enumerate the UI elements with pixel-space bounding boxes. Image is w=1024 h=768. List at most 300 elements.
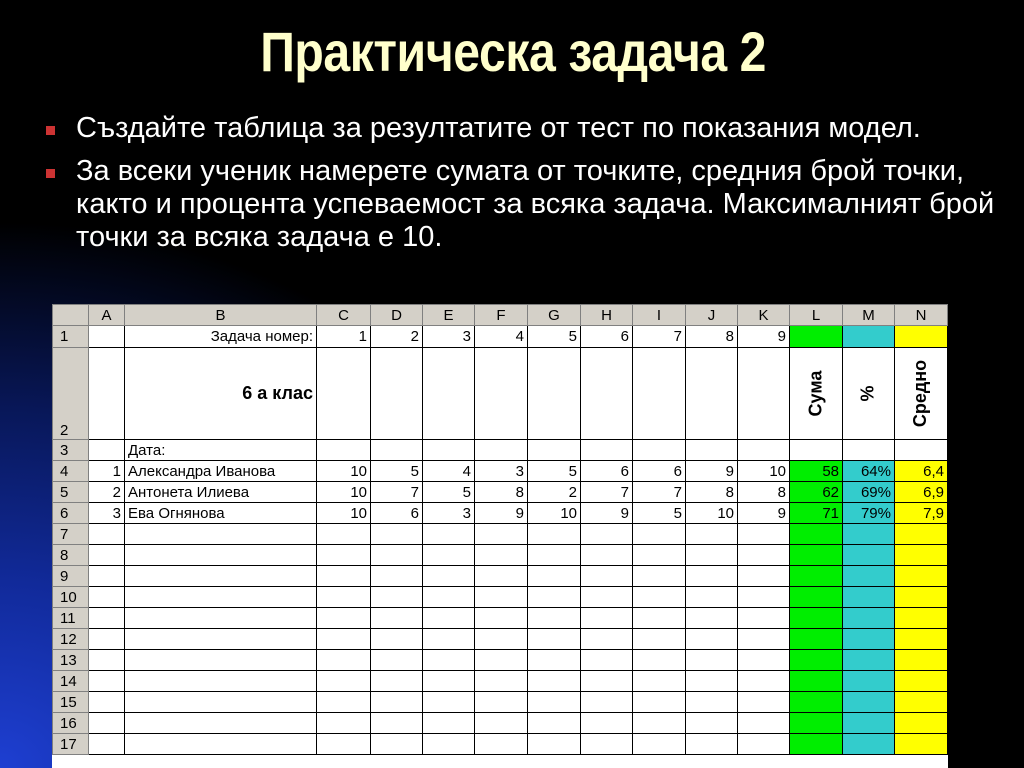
sum-cell[interactable]: 71 bbox=[790, 503, 843, 524]
rotated-label-wrap bbox=[790, 348, 842, 439]
cell[interactable] bbox=[686, 524, 738, 545]
task-number-label[interactable]: Задача номер: bbox=[125, 326, 317, 348]
average-cell[interactable]: 6,4 bbox=[895, 461, 948, 482]
score-cell[interactable]: 10 bbox=[738, 461, 790, 482]
student-row bbox=[53, 482, 948, 503]
cell[interactable] bbox=[423, 734, 475, 755]
row-header[interactable]: 1 bbox=[53, 326, 89, 348]
cell[interactable] bbox=[89, 629, 125, 650]
cell[interactable] bbox=[317, 524, 371, 545]
cell[interactable] bbox=[686, 629, 738, 650]
score-cell[interactable]: 10 bbox=[317, 503, 371, 524]
cell[interactable] bbox=[790, 692, 843, 713]
cell[interactable] bbox=[125, 608, 317, 629]
row-header[interactable]: 16 bbox=[53, 713, 89, 734]
cell[interactable] bbox=[125, 734, 317, 755]
cell[interactable] bbox=[125, 629, 317, 650]
sheet-row bbox=[53, 671, 948, 692]
student-row bbox=[53, 503, 948, 524]
sheet-row bbox=[53, 326, 948, 348]
cell[interactable] bbox=[738, 608, 790, 629]
cell[interactable] bbox=[125, 566, 317, 587]
cell[interactable] bbox=[581, 650, 633, 671]
cell[interactable] bbox=[895, 713, 948, 734]
cell[interactable] bbox=[686, 671, 738, 692]
cell[interactable] bbox=[738, 524, 790, 545]
cell[interactable] bbox=[475, 734, 528, 755]
cell[interactable] bbox=[581, 545, 633, 566]
cell[interactable] bbox=[895, 440, 948, 461]
cell[interactable] bbox=[423, 440, 475, 461]
score-cell[interactable]: 3 bbox=[475, 461, 528, 482]
score-cell[interactable]: 5 bbox=[423, 482, 475, 503]
cell[interactable] bbox=[843, 692, 895, 713]
cell[interactable] bbox=[633, 692, 686, 713]
column-header[interactable]: N bbox=[895, 305, 948, 326]
cell[interactable] bbox=[581, 734, 633, 755]
column-header[interactable]: G bbox=[528, 305, 581, 326]
cell[interactable] bbox=[790, 326, 843, 348]
cell[interactable] bbox=[125, 671, 317, 692]
cell[interactable] bbox=[633, 545, 686, 566]
column-header[interactable]: J bbox=[686, 305, 738, 326]
cell[interactable] bbox=[528, 671, 581, 692]
cell[interactable] bbox=[317, 713, 371, 734]
cell[interactable] bbox=[738, 734, 790, 755]
cell[interactable] bbox=[686, 545, 738, 566]
cell[interactable] bbox=[475, 650, 528, 671]
row-header[interactable]: 8 bbox=[53, 545, 89, 566]
cell[interactable] bbox=[371, 671, 423, 692]
cell[interactable] bbox=[790, 587, 843, 608]
cell[interactable] bbox=[371, 348, 423, 440]
cell[interactable] bbox=[475, 566, 528, 587]
sheet-row bbox=[53, 713, 948, 734]
cell[interactable] bbox=[686, 587, 738, 608]
percent-header-cell[interactable] bbox=[843, 348, 895, 440]
sheet-row bbox=[53, 734, 948, 755]
bullet-item bbox=[40, 112, 1000, 145]
cell[interactable] bbox=[371, 608, 423, 629]
row-header[interactable]: 2 bbox=[53, 348, 89, 440]
cell[interactable] bbox=[895, 650, 948, 671]
cell[interactable] bbox=[371, 650, 423, 671]
cell[interactable] bbox=[738, 671, 790, 692]
cell[interactable] bbox=[843, 650, 895, 671]
sum-header-cell[interactable] bbox=[790, 348, 843, 440]
cell[interactable] bbox=[317, 608, 371, 629]
cell[interactable] bbox=[89, 545, 125, 566]
cell[interactable] bbox=[528, 629, 581, 650]
task-number-cell[interactable]: 8 bbox=[686, 326, 738, 348]
column-header[interactable]: B bbox=[125, 305, 317, 326]
cell[interactable] bbox=[633, 566, 686, 587]
sheet-row bbox=[53, 608, 948, 629]
cell[interactable] bbox=[686, 692, 738, 713]
cell[interactable] bbox=[633, 440, 686, 461]
cell[interactable] bbox=[738, 587, 790, 608]
cell[interactable] bbox=[738, 713, 790, 734]
cell[interactable] bbox=[633, 524, 686, 545]
score-cell[interactable]: 5 bbox=[633, 503, 686, 524]
cell[interactable] bbox=[528, 587, 581, 608]
sum-cell[interactable]: 62 bbox=[790, 482, 843, 503]
cell[interactable] bbox=[528, 524, 581, 545]
cell[interactable] bbox=[843, 713, 895, 734]
row-header[interactable]: 11 bbox=[53, 608, 89, 629]
cell[interactable] bbox=[843, 734, 895, 755]
sheet-row bbox=[53, 440, 948, 461]
column-header[interactable]: F bbox=[475, 305, 528, 326]
cell[interactable] bbox=[528, 566, 581, 587]
cell[interactable] bbox=[89, 734, 125, 755]
cell[interactable] bbox=[581, 348, 633, 440]
cell[interactable] bbox=[371, 629, 423, 650]
cell[interactable] bbox=[528, 734, 581, 755]
cell[interactable] bbox=[895, 326, 948, 348]
bullet-item bbox=[40, 155, 1000, 254]
rotated-header-text: % bbox=[857, 385, 878, 402]
cell[interactable] bbox=[317, 734, 371, 755]
score-cell[interactable]: 7 bbox=[371, 482, 423, 503]
cell[interactable] bbox=[528, 713, 581, 734]
cell[interactable] bbox=[843, 440, 895, 461]
cell[interactable] bbox=[790, 566, 843, 587]
row-header[interactable]: 6 bbox=[53, 503, 89, 524]
cell[interactable] bbox=[686, 734, 738, 755]
cell[interactable] bbox=[738, 348, 790, 440]
cell[interactable] bbox=[89, 671, 125, 692]
percent-cell[interactable]: 79% bbox=[843, 503, 895, 524]
score-cell[interactable]: 8 bbox=[686, 482, 738, 503]
cell[interactable] bbox=[89, 587, 125, 608]
cell[interactable] bbox=[475, 713, 528, 734]
cell[interactable] bbox=[423, 348, 475, 440]
sheet-row bbox=[53, 650, 948, 671]
class-label-cell[interactable]: 6 а клас bbox=[125, 348, 317, 440]
cell[interactable] bbox=[89, 326, 125, 348]
column-header[interactable]: M bbox=[843, 305, 895, 326]
cell[interactable] bbox=[633, 734, 686, 755]
average-cell[interactable]: 7,9 bbox=[895, 503, 948, 524]
score-cell[interactable]: 6 bbox=[633, 461, 686, 482]
cell[interactable] bbox=[738, 440, 790, 461]
cell[interactable] bbox=[317, 650, 371, 671]
cell[interactable] bbox=[895, 692, 948, 713]
bullet-text: Създайте таблица за резултатите от тест по показания модел. bbox=[76, 112, 921, 144]
cell[interactable] bbox=[843, 587, 895, 608]
cell[interactable] bbox=[371, 587, 423, 608]
cell[interactable] bbox=[581, 566, 633, 587]
task-number-cell[interactable]: 2 bbox=[371, 326, 423, 348]
row-header[interactable]: 3 bbox=[53, 440, 89, 461]
cell[interactable] bbox=[475, 671, 528, 692]
cell[interactable] bbox=[423, 608, 475, 629]
cell[interactable] bbox=[475, 440, 528, 461]
cell[interactable] bbox=[125, 713, 317, 734]
percent-cell[interactable]: 69% bbox=[843, 482, 895, 503]
cell[interactable] bbox=[371, 545, 423, 566]
cell[interactable] bbox=[475, 587, 528, 608]
cell[interactable] bbox=[475, 348, 528, 440]
cell[interactable] bbox=[89, 566, 125, 587]
score-cell[interactable]: 10 bbox=[686, 503, 738, 524]
row-header[interactable]: 7 bbox=[53, 524, 89, 545]
score-cell[interactable]: 6 bbox=[371, 503, 423, 524]
cell[interactable] bbox=[423, 629, 475, 650]
cell[interactable] bbox=[423, 587, 475, 608]
cell[interactable] bbox=[475, 608, 528, 629]
student-name-cell[interactable]: Александра Иванова bbox=[125, 461, 317, 482]
row-header[interactable]: 13 bbox=[53, 650, 89, 671]
cell[interactable] bbox=[581, 692, 633, 713]
cell[interactable] bbox=[581, 608, 633, 629]
cell[interactable] bbox=[528, 650, 581, 671]
cell[interactable] bbox=[843, 671, 895, 692]
column-header[interactable] bbox=[53, 305, 89, 326]
cell[interactable] bbox=[371, 734, 423, 755]
cell[interactable] bbox=[89, 524, 125, 545]
spreadsheet bbox=[52, 304, 948, 768]
score-cell[interactable]: 9 bbox=[686, 461, 738, 482]
score-cell[interactable]: 6 bbox=[581, 461, 633, 482]
cell[interactable] bbox=[475, 629, 528, 650]
rotated-header-text: Средно bbox=[910, 359, 931, 428]
row-header[interactable]: 9 bbox=[53, 566, 89, 587]
score-cell[interactable]: 7 bbox=[581, 482, 633, 503]
score-cell[interactable]: 4 bbox=[423, 461, 475, 482]
row-header[interactable]: 5 bbox=[53, 482, 89, 503]
cell[interactable] bbox=[423, 545, 475, 566]
student-row bbox=[53, 461, 948, 482]
rotated-header-text: Сума bbox=[805, 370, 826, 417]
cell[interactable] bbox=[475, 524, 528, 545]
cell[interactable] bbox=[895, 629, 948, 650]
cell[interactable] bbox=[528, 692, 581, 713]
cell[interactable] bbox=[633, 650, 686, 671]
cell[interactable] bbox=[843, 629, 895, 650]
cell[interactable] bbox=[317, 692, 371, 713]
cell[interactable] bbox=[371, 692, 423, 713]
average-cell[interactable]: 6,9 bbox=[895, 482, 948, 503]
cell[interactable] bbox=[895, 524, 948, 545]
bullet-text: За всеки ученик намерете сумата от точките, средния брой точки, както и процента успеваемост за всяка задача. Максималният брой точки за всяка задача е 10. bbox=[76, 155, 995, 253]
sheet-row bbox=[53, 566, 948, 587]
score-cell[interactable]: 10 bbox=[528, 503, 581, 524]
cell[interactable] bbox=[738, 692, 790, 713]
percent-cell[interactable]: 64% bbox=[843, 461, 895, 482]
sheet-row bbox=[53, 692, 948, 713]
cell[interactable] bbox=[843, 566, 895, 587]
cell[interactable] bbox=[895, 587, 948, 608]
cell[interactable] bbox=[317, 629, 371, 650]
cell[interactable] bbox=[581, 629, 633, 650]
column-header-row bbox=[53, 305, 948, 326]
cell[interactable] bbox=[89, 650, 125, 671]
row-header[interactable]: 14 bbox=[53, 671, 89, 692]
column-header[interactable]: H bbox=[581, 305, 633, 326]
cell[interactable] bbox=[475, 692, 528, 713]
bullet-list bbox=[40, 112, 1000, 264]
cell[interactable] bbox=[317, 440, 371, 461]
cell[interactable] bbox=[371, 440, 423, 461]
column-header[interactable]: K bbox=[738, 305, 790, 326]
student-number-cell[interactable]: 2 bbox=[89, 482, 125, 503]
cell[interactable] bbox=[528, 545, 581, 566]
sheet-row bbox=[53, 348, 948, 440]
cell[interactable] bbox=[843, 608, 895, 629]
cell[interactable] bbox=[738, 566, 790, 587]
cell[interactable] bbox=[581, 524, 633, 545]
cell[interactable] bbox=[738, 629, 790, 650]
cell[interactable] bbox=[125, 524, 317, 545]
student-name-cell[interactable]: Антонета Илиева bbox=[125, 482, 317, 503]
cell[interactable] bbox=[317, 348, 371, 440]
sheet-row bbox=[53, 524, 948, 545]
cell[interactable] bbox=[738, 545, 790, 566]
row-header[interactable]: 12 bbox=[53, 629, 89, 650]
column-header[interactable]: A bbox=[89, 305, 125, 326]
row-header[interactable]: 15 bbox=[53, 692, 89, 713]
cell[interactable] bbox=[89, 692, 125, 713]
cell[interactable] bbox=[317, 545, 371, 566]
cell[interactable] bbox=[895, 608, 948, 629]
cell[interactable] bbox=[790, 650, 843, 671]
cell[interactable] bbox=[686, 348, 738, 440]
cell[interactable] bbox=[686, 566, 738, 587]
student-number-cell[interactable]: 1 bbox=[89, 461, 125, 482]
cell[interactable] bbox=[125, 545, 317, 566]
cell[interactable] bbox=[895, 734, 948, 755]
cell[interactable] bbox=[423, 650, 475, 671]
cell[interactable] bbox=[633, 629, 686, 650]
cell[interactable] bbox=[371, 566, 423, 587]
cell[interactable] bbox=[581, 587, 633, 608]
score-cell[interactable]: 10 bbox=[317, 461, 371, 482]
bullet-square-icon bbox=[46, 169, 55, 178]
cell[interactable] bbox=[790, 671, 843, 692]
cell[interactable] bbox=[423, 692, 475, 713]
score-cell[interactable]: 5 bbox=[371, 461, 423, 482]
cell[interactable] bbox=[895, 566, 948, 587]
cell[interactable] bbox=[895, 545, 948, 566]
cell[interactable] bbox=[633, 671, 686, 692]
cell[interactable] bbox=[89, 348, 125, 440]
column-header[interactable]: D bbox=[371, 305, 423, 326]
cell[interactable] bbox=[317, 566, 371, 587]
cell[interactable] bbox=[581, 713, 633, 734]
score-cell[interactable]: 7 bbox=[633, 482, 686, 503]
cell[interactable] bbox=[843, 326, 895, 348]
row-header[interactable]: 17 bbox=[53, 734, 89, 755]
row-header[interactable]: 4 bbox=[53, 461, 89, 482]
average-header-cell[interactable] bbox=[895, 348, 948, 440]
cell[interactable] bbox=[633, 713, 686, 734]
score-cell[interactable]: 3 bbox=[423, 503, 475, 524]
cell[interactable] bbox=[89, 608, 125, 629]
cell[interactable] bbox=[89, 713, 125, 734]
column-header[interactable]: E bbox=[423, 305, 475, 326]
score-cell[interactable]: 2 bbox=[528, 482, 581, 503]
score-cell[interactable]: 8 bbox=[738, 482, 790, 503]
cell[interactable] bbox=[686, 650, 738, 671]
score-cell[interactable]: 9 bbox=[475, 503, 528, 524]
cell[interactable] bbox=[686, 713, 738, 734]
cell[interactable] bbox=[790, 629, 843, 650]
score-cell[interactable]: 8 bbox=[475, 482, 528, 503]
score-cell[interactable]: 9 bbox=[581, 503, 633, 524]
cell[interactable] bbox=[475, 545, 528, 566]
cell[interactable] bbox=[125, 650, 317, 671]
score-cell[interactable]: 9 bbox=[738, 503, 790, 524]
cell[interactable] bbox=[317, 671, 371, 692]
task-number-cell[interactable]: 4 bbox=[475, 326, 528, 348]
cell[interactable] bbox=[895, 671, 948, 692]
cell[interactable] bbox=[581, 440, 633, 461]
cell[interactable] bbox=[371, 524, 423, 545]
cell[interactable] bbox=[528, 440, 581, 461]
cell[interactable] bbox=[423, 566, 475, 587]
cell[interactable] bbox=[790, 545, 843, 566]
cell[interactable] bbox=[790, 734, 843, 755]
cell[interactable] bbox=[423, 713, 475, 734]
cell[interactable] bbox=[581, 671, 633, 692]
task-number-cell[interactable]: 1 bbox=[317, 326, 371, 348]
cell[interactable] bbox=[738, 650, 790, 671]
sum-cell[interactable]: 58 bbox=[790, 461, 843, 482]
cell[interactable] bbox=[790, 713, 843, 734]
row-header[interactable]: 10 bbox=[53, 587, 89, 608]
task-number-cell[interactable]: 5 bbox=[528, 326, 581, 348]
cell[interactable] bbox=[790, 608, 843, 629]
cell[interactable] bbox=[790, 440, 843, 461]
date-label-cell[interactable]: Дата: bbox=[125, 440, 317, 461]
column-header[interactable]: L bbox=[790, 305, 843, 326]
sheet-row bbox=[53, 545, 948, 566]
cell[interactable] bbox=[125, 692, 317, 713]
rotated-label-wrap bbox=[895, 348, 947, 439]
score-cell[interactable]: 10 bbox=[317, 482, 371, 503]
cell[interactable] bbox=[423, 524, 475, 545]
student-number-cell[interactable]: 3 bbox=[89, 503, 125, 524]
student-name-cell[interactable]: Ева Огнянова bbox=[125, 503, 317, 524]
task-number-cell[interactable]: 9 bbox=[738, 326, 790, 348]
column-header[interactable]: I bbox=[633, 305, 686, 326]
score-cell[interactable]: 5 bbox=[528, 461, 581, 482]
sheet-row bbox=[53, 587, 948, 608]
column-header[interactable]: C bbox=[317, 305, 371, 326]
cell[interactable] bbox=[423, 671, 475, 692]
cell[interactable] bbox=[317, 587, 371, 608]
bullet-square-icon bbox=[46, 126, 55, 135]
cell[interactable] bbox=[790, 524, 843, 545]
cell[interactable] bbox=[686, 440, 738, 461]
task-number-cell[interactable]: 6 bbox=[581, 326, 633, 348]
cell[interactable] bbox=[633, 608, 686, 629]
cell[interactable] bbox=[633, 587, 686, 608]
cell[interactable] bbox=[371, 713, 423, 734]
cell[interactable] bbox=[633, 348, 686, 440]
cell[interactable] bbox=[843, 524, 895, 545]
cell[interactable] bbox=[125, 587, 317, 608]
cell[interactable] bbox=[843, 545, 895, 566]
cell[interactable] bbox=[89, 440, 125, 461]
task-number-cell[interactable]: 7 bbox=[633, 326, 686, 348]
task-number-cell[interactable]: 3 bbox=[423, 326, 475, 348]
cell[interactable] bbox=[686, 608, 738, 629]
cell[interactable] bbox=[528, 348, 581, 440]
cell[interactable] bbox=[528, 608, 581, 629]
